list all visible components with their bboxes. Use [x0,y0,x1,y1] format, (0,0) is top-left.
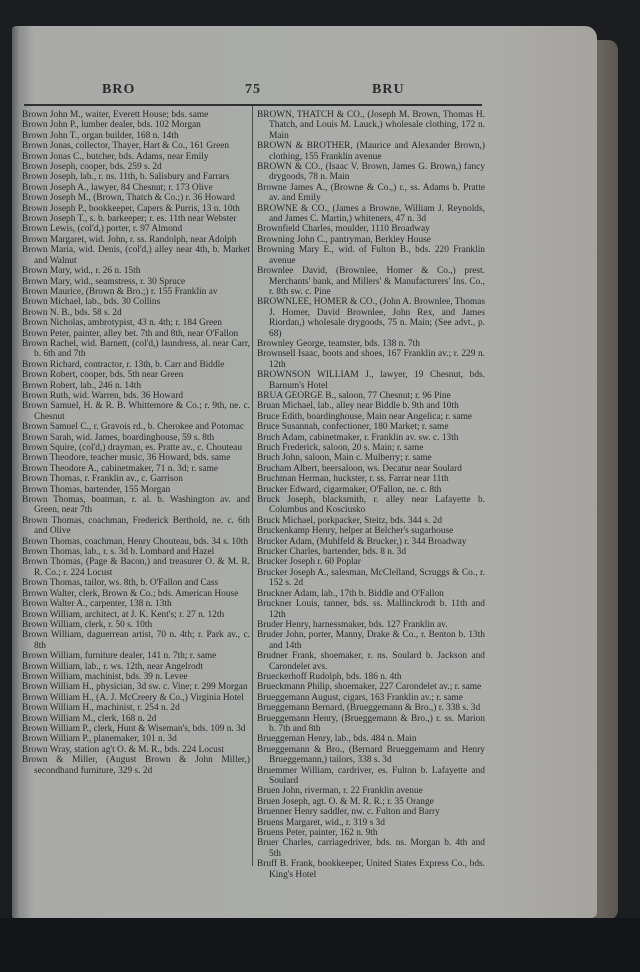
directory-entry: Brown William P., clerk, Hunt & Wiseman's, bds. 109 n. 3d [22,723,246,734]
directory-entry: Brown William M., clerk, 168 n. 2d [22,713,157,724]
directory-entry: Brucker Charles, bartender, bds. 8 n. 3d [257,547,407,558]
directory-entry: Bruens Margaret, wid., r. 319 s 3d [257,817,385,828]
directory-entry: Brown Lewis, (col'd,) porter, r. 97 Almond [22,224,183,235]
directory-entry: Bruan Michael, lab., alley near Biddle b. 9th and 10th [257,401,459,412]
directory-entry: Brown Nicholas, ambrotypist, 43 n. 4th; r. 184 Green [22,318,222,329]
directory-entry: Browning John C., pantryman, Berkley House [257,234,431,245]
directory-entry: Brown Joseph M., (Brown, Thatch & Co.;) r. 36 Howard [22,193,235,204]
directory-entry: Brucker Joseph r. 60 Poplar [257,557,361,568]
directory-entry: Brownsell Isaac, boots and shoes, 167 Franklin av.; r. 229 n. 12th [257,349,485,370]
directory-entry: Brown William, furniture dealer, 141 n. 7th; r. same [22,651,217,662]
directory-entry: Brown Samuel, H. & R. B. Whittemore & Co.; r. 9th, ne. c. Chesnut [22,401,250,422]
directory-entry: Brown William, architect, at J. K. Kent's; r. 27 n. 12th [22,609,225,620]
directory-entry: Bruckner Adam, lab., 17th b. Biddle and O'Fallon [257,588,444,599]
right-guide-word: BRU [372,82,405,97]
directory-entry: Bruch John, saloon, Main c. Mulberry; r. same [257,453,432,464]
directory-entry: Brownfield Charles, moulder, 1110 Broadway [257,224,430,235]
directory-entry: Brown Jonas C., butcher, bds. Adams, near Emily [22,151,209,162]
directory-entry: Bruch Frederick, saloon, 20 s. Main; r. same [257,443,424,453]
directory-entry: Brueckmann Philip, shoemaker, 227 Carondelet av.; r. same [257,682,482,693]
directory-entry: Brown Wray, station ag't O. & M. R., bds. 224 Locust [22,744,225,755]
directory-entry: Brown Thomas, tailor, ws. 8th, b. O'Fallon and Cass [22,578,219,589]
directory-entry: Brown Ruth, wid. Warren, bds. 36 Howard [22,390,184,401]
directory-entry: Brown Walter, clerk, Brown & Co.; bds. American House [22,588,239,599]
directory-entry: Brown John M., waiter, Everett House; bds. same [22,110,209,120]
directory-entry: Bruemmer William, cardriver, es. Fulton b. Lafayette and Soulard [257,765,485,786]
directory-entry: Brown Robert, cooper, bds. 5th near Green [22,370,184,381]
directory-entry: Brown Mary, wid., seamstress, r. 30 Spruce [22,276,186,287]
bottom-shadow [0,918,640,972]
directory-entry: Bruff B. Frank, bookkeeper, United States Express Co., bds. King's Hotel [257,859,485,880]
directory-entry: Brown Joseph P., bookkeeper, Capers & Purris, 13 n. 10th [22,203,240,214]
directory-entry: Brucham Albert, beersaloon, ws. Decatur near Soulard [257,463,462,474]
directory-entry: Brown Margaret, wid. John, r. ss. Randolph, near Adolph [22,234,237,245]
page-number: 75 [245,82,261,97]
directory-entry: Brueggemann Bernard, (Brueggemann & Bro.,) r. 338 s. 3d [257,703,481,714]
directory-entry: Brown Joseph T., s. b. barkeeper; r. es. 11th near Webster [22,214,237,225]
directory-entry: Brown John T., organ builder, 168 n. 14th [22,130,179,141]
directory-entry: BROWNLEE, HOMER & CO., (John A. Brownlee, Thomas J. Homer, David Brownlee, John Rex, and James Riordan,) wholesale drygoods, 75 n. Main; (See advt., p. 68) [257,297,485,339]
directory-entry: Bruchman Herman, huckster, r. ss. Farrar near 11th [257,474,449,485]
directory-entry: Bruce Susannah, confectioner, 180 Market; r. same [257,422,449,433]
directory-entry: Bruen Joseph, agt. O. & M. R. R.; r. 35 Orange [257,796,434,807]
directory-entry: Brown Sarah, wid. James, boardinghouse, 59 s. 8th [22,432,215,443]
directory-entry: Brown Squire, (col'd,) drayman, es. Pratte av., c. Chouteau [22,443,243,453]
directory-entry: Brown William H., (A. J. McCreery & Co.,) Virginia Hotel [22,692,244,703]
directory-entry: Brown Rachel, wid. Barnett, (col'd,) laundress, al. near Carr, b. 6th and 7th [22,338,250,360]
directory-entry: Brucker Adam, (Muhlfeld & Brucker,) r. 344 Broadway [257,536,467,547]
directory-entry: BROWN, THATCH & CO., (Joseph M. Brown, Thomas H. Thatch, and Louis M. Lauck,) wholesale clothing, 172 n. Main [257,110,485,141]
directory-entry: Brown Maria, wid. Denis, (col'd,) alley near 4th, b. Market and Walnut [22,245,250,266]
directory-entry: Brucker Joseph A., salesman, McClelland, Scruggs & Co., r. 152 s. 2d [257,567,485,589]
directory-entry: Brown William H., machinist, r. 254 n. 2d [22,703,180,714]
directory-entry: Brown Thomas, bartender, 155 Morgan [22,484,171,495]
directory-entry: Brown Thomas, lab., r. s. 3d b. Lombard and Hazel [22,547,215,558]
directory-entry: Brown Theodore A., cabinetmaker, 71 n. 3d; r. same [22,463,219,474]
directory-entry: Brown William H., physician, 3d sw. c. Vine; r. 299 Morgan [22,682,248,693]
directory-entry: Brown Thomas, (Page & Bacon,) and treasurer O. & M. R. R. Co.; r. 224 Locust [22,557,250,578]
directory-entry: Brown Michael, lab., bds. 30 Collins [22,297,161,308]
directory-entry: Bruder John, porter, Manny, Drake & Co., r. Benton b. 13th and 14th [257,630,485,651]
directory-entry: Brown & Miller, (August Brown & John Miller,) secondhand furniture, 329 s. 2d [22,755,250,776]
directory-entry: Browning Mary E., wid. of Fulton B., bds. 220 Franklin avenue [257,245,485,266]
directory-entry: Brown Samuel C., r. Gravois rd., b. Cherokee and Potomac [22,422,245,433]
directory-entry: Brown William, machinist, bds. 39 n. Levee [22,671,188,682]
directory-entry: Brown Mary, wid., r. 26 n. 15th [22,266,141,277]
directory-entry: Brown Jonas, collector, Thayer, Hart & Co., 161 Green [22,141,230,152]
right-column [257,110,485,880]
directory-entry: Brown John P., lumber dealer, bds. 102 Morgan [22,120,201,131]
directory-entry: BROWNE & CO., (James a Browne, William J. Reynolds, and James C. Martin,) whiteners, 47 n. 3d [257,203,485,225]
directory-entry: BROWNSON WILLIAM J., lawyer, 19 Chesnut, bds. Barnum's Hotel [257,370,485,391]
directory-entry: Bruckner Louis, tanner, bds. ss. Mallinckrodt b. 11th and 12th [257,599,485,620]
directory-entry: Brown Robert, lab., 246 n. 14th [22,380,142,391]
directory-entry: Brown N. B., bds. 58 s. 2d [22,307,122,318]
directory-entry: BRUA GEORGE B., saloon, 77 Chesnut; r. 96 Pine [257,390,451,401]
directory-entry: Bruck Michael, porkpacker, Steitz, bds. 344 s. 2d [257,515,443,526]
directory-entry: Brown William, clerk, r. 50 s. 10th [22,619,153,630]
directory-entry: Brueggemann August, cigars, 163 Franklin av.; r. same [257,692,463,703]
directory-entry: Brucker Edward, cigarmaker, O'Fallon, ne. c. 8th [257,484,442,495]
directory-entry: Brown William, daguerrean artist, 70 n. 4th; r. Park av., c. 8th [22,630,250,651]
directory-entry: Brudner Frank, shoemaker, r. ns. Soulard b. Jackson and Carondelet avs. [257,651,485,672]
directory-entry: Brueggemann Henry, (Brueggemann & Bro.,) r. ss. Marion b. 7th and 8th [257,713,485,734]
directory-entry: Bruck Joseph, blacksmith, r. alley near Lafayette b. Columbus and Kosciusko [257,495,485,516]
directory-entry: Brown Peter, painter, alley bet. 7th and 8th, near O'Fallon [22,328,239,339]
directory-entry: Brown Thomas, r. Franklin av., c. Garrison [22,474,183,485]
directory-entry: Brown Richard, contractor, r. 13th, b. Carr and Biddle [22,359,225,370]
directory-entry: Brown William P., planemaker, 101 n. 3d [22,734,177,745]
directory-entry: Brown Joseph, lab., r. ns. 11th, b. Salisbury and Farrars [22,172,230,183]
directory-entry: Brown Theodore, teacher music, 36 Howard, bds. same [22,453,231,464]
left-column [22,110,250,776]
directory-entry: Brown Thomas, coachman, Frederick Berthold, ne. c. 6th and Olive [22,515,250,537]
directory-entry: BROWN & BROTHER, (Maurice and Alexander Brown,) clothing, 155 Franklin avenue [257,141,485,162]
directory-entry: Bruenner Henry saddler, nw. c. Fulton and Barry [257,807,440,818]
directory-entry: BROWN & CO., (Isaac V. Brown, James G. Brown,) fancy drygoods, 78 n. Main [257,162,485,183]
directory-entry: Brown Joseph A., lawyer, 84 Chesnut; r. 173 Olive [22,182,213,193]
directory-entry: Bruch Adam, cabinetmaker, r. Franklin av. sw. c. 13th [257,432,459,443]
directory-entry: Brown Maurice, (Brown & Bro.;) r. 155 Franklin av [22,286,218,297]
directory-entry: Brueggemann & Bro., (Bernard Brueggemann and Henry Brueggemann,) tailors, 338 s. 3d [257,744,485,766]
directory-entry: Brownley George, teamster, bds. 138 n. 7th [257,338,420,349]
directory-entry: Brown William, lab., r. ws. 12th, near Angelrodt [22,661,203,672]
directory-entry: Bruckenkamp Henry, helper at Belcher's sugarhouse [257,526,454,537]
left-guide-word: BRO [102,82,136,97]
directory-entry: Brown Joseph, cooper, bds. 259 s. 2d [22,162,162,173]
directory-entry: Brown Thomas, boatman, r. al. b. Washington av. and Green, near 7th [22,495,250,516]
directory-entry: Bruder Henry, harnessmaker, bds. 127 Franklin av. [257,619,448,630]
directory-entry: Brueckerhoff Rudolph, bds. 186 n. 4th [257,671,402,682]
column-divider [252,106,253,866]
directory-entry: Brueggeman Henry, lab., bds. 484 n. Main [257,734,417,745]
directory-entry: Brownlee David, (Brownlee, Homer & Co.,) prest. Merchants' bank, and Millers' & Manufacturers' Ins. Co., r. 8th sw. c. Pine [257,266,485,297]
directory-entry: Brown Walter A., carpenter, 138 n. 13th [22,599,172,610]
directory-entry: Brown Thomas, coachman, Henry Chouteau, bds. 34 s. 10th [22,536,249,547]
header-rule [24,104,482,106]
directory-entry: Browne James A., (Browne & Co.,) r., ss. Adams b. Pratte av. and Emily [257,182,485,204]
directory-entry: Bruens Peter, painter, 162 n. 9th [257,828,378,839]
directory-entry: Bruer Charles, carriagedriver, bds. ns. Morgan b. 4th and 5th [257,838,485,859]
directory-entry: Bruce Edith, boardinghouse, Main near Angelica; r. same [257,411,473,422]
directory-entry: Bruen John, riverman, r. 22 Franklin avenue [257,786,423,797]
